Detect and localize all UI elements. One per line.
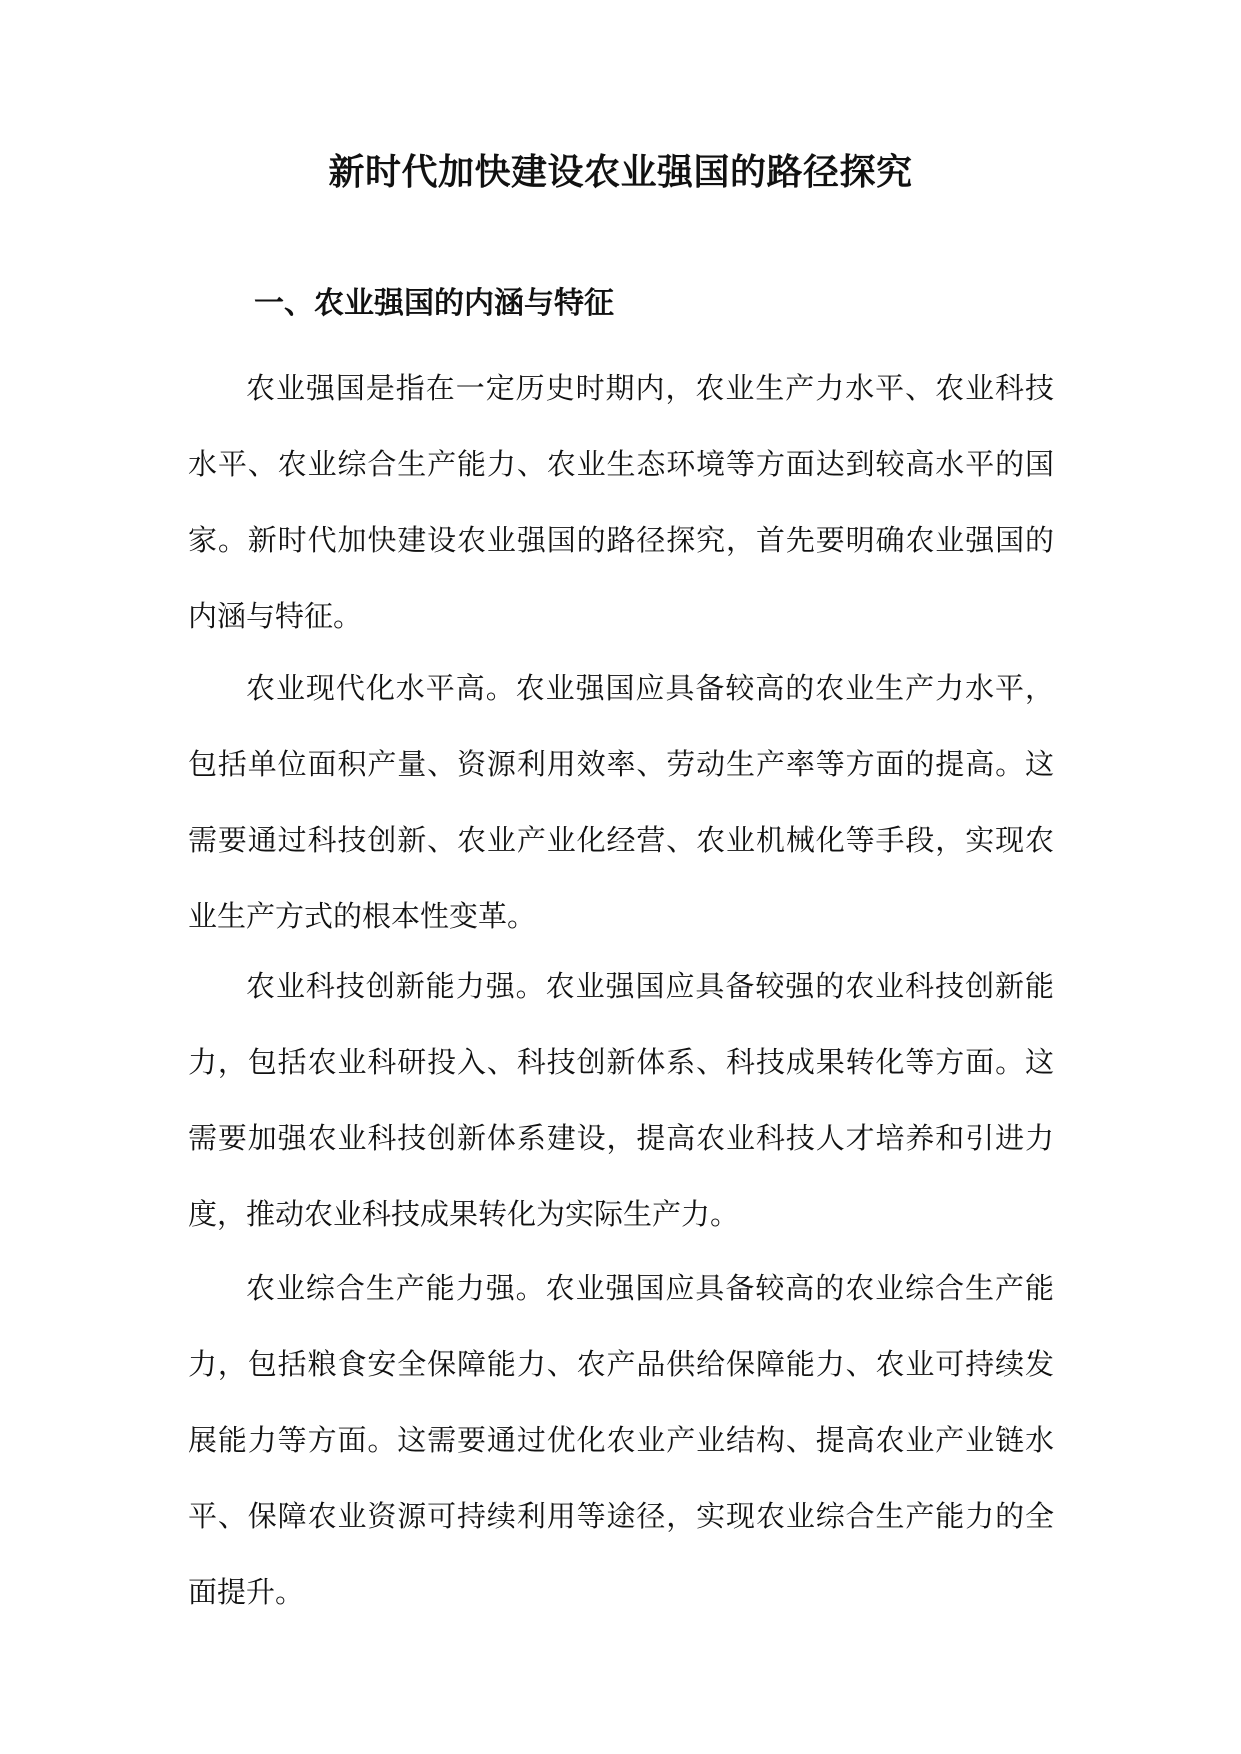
paragraph-production-capacity: 农业综合生产能力强。农业强国应具备较高的农业综合生产能力，包括粮食安全保障能力、农产品供给保障能力、农业可持续发展能力等方面。这需要通过优化农业产业结构、提高农业产业链水平、保障农业资源可持续利用等途径，实现农业综合生产能力的全面提升。: [188, 1271, 1054, 1609]
paragraph-definition: 农业强国是指在一定历史时期内，农业生产力水平、农业科技水平、农业综合生产能力、农业生态环境等方面达到较高水平的国家。新时代加快建设农业强国的路径探究，首先要明确农业强国的内涵与特征。: [188, 371, 1054, 633]
document-title: 新时代加快建设农业强国的路径探究: [328, 151, 913, 193]
paragraph-innovation: 农业科技创新能力强。农业强国应具备较强的农业科技创新能力，包括农业科研投入、科技创新体系、科技成果转化等方面。这需要加强农业科技创新体系建设，提高农业科技人才培养和引进力度，推动农业科技成果转化为实际生产力。: [188, 969, 1054, 1231]
section-heading: 一、农业强国的内涵与特征: [254, 286, 614, 321]
paragraph-modernization: 农业现代化水平高。农业强国应具备较高的农业生产力水平，包括单位面积产量、资源利用效率、劳动生产率等方面的提高。这需要通过科技创新、农业产业化经营、农业机械化等手段，实现农业生产方式的根本性变革。: [188, 671, 1054, 933]
